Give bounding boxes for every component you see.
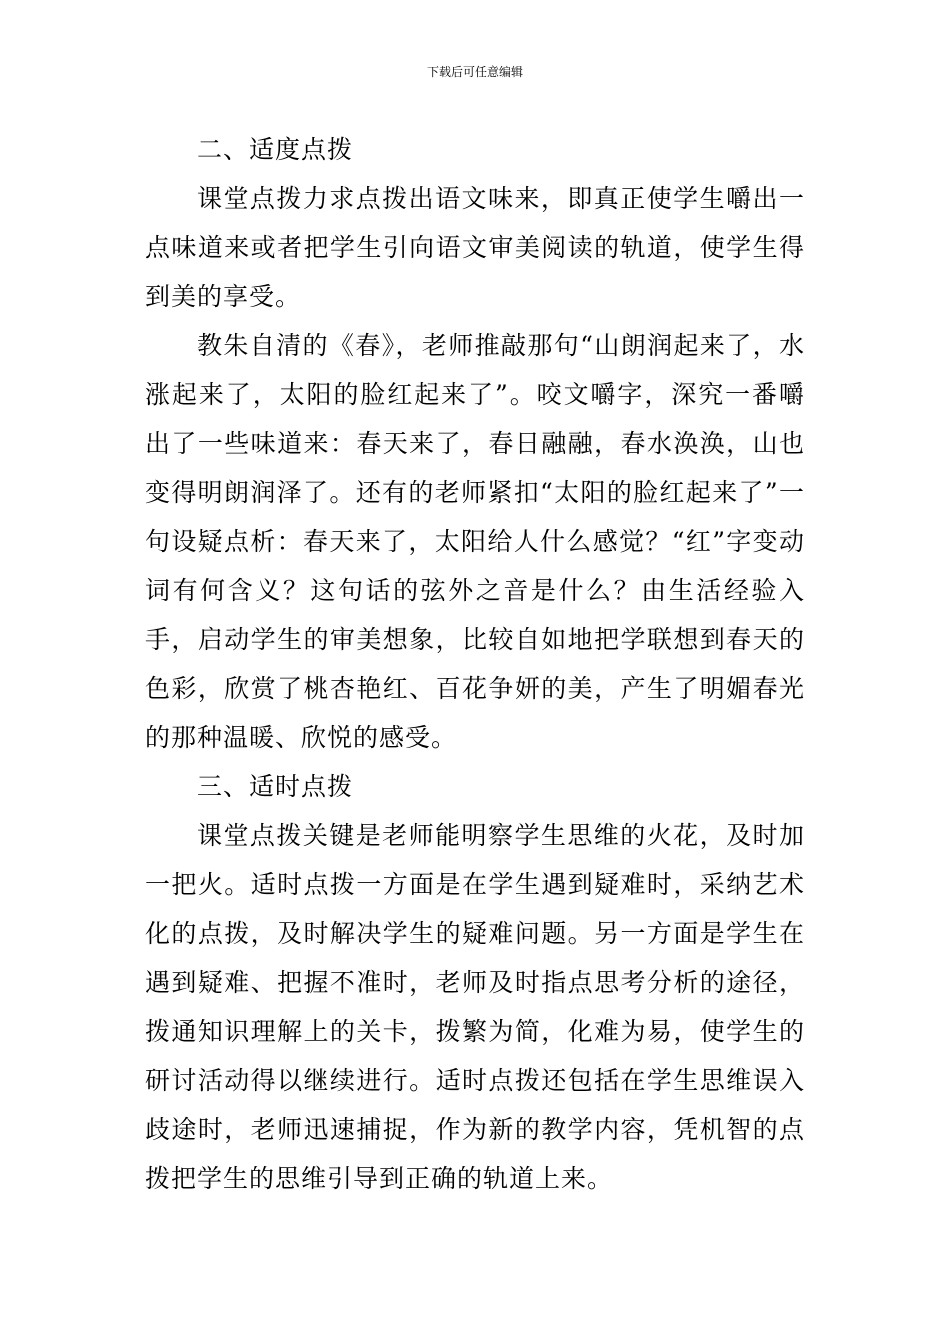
page-header-note: 下载后可任意编辑 [426,65,523,79]
paragraph: 课堂点拨力求点拨出语文味来，即真正使学生嚼出一点味道来或者把学生引向语文审美阅读的轨道，使学生得到美的享受。 [145,184,805,311]
document-body [145,125,805,1203]
section-heading-3: 三、适时点拨 [197,772,354,801]
paragraph: 教朱自清的《春》，老师推敲那句“山朗润起来了，水涨起来了，太阳的脸红起来了”。咬文嚼字，深究一番嚼出了一些味道来：春天来了，春日融融，春水涣涣，山也变得明朗润泽了。还有的老师紧扣“太阳的脸红起来了”一句设疑点析：春天来了，太阳给人什么感觉？“红”字变动词有何含义？这句话的弦外之音是什么？由生活经验入手，启动学生的审美想象，比较自如地把学联想到春天的色彩，欣赏了桃杏艳红、百花争妍的美，产生了明媚春光的那种温暖、欣悦的感受。 [145,331,805,752]
section-heading-2: 二、适度点拨 [197,135,354,164]
paragraph: 课堂点拨关键是老师能明察学生思维的火花，及时加一把火。适时点拨一方面是在学生遇到疑难时，采纳艺术化的点拨，及时解决学生的疑难问题。另一方面是学生在遇到疑难、把握不准时，老师及时指点思考分析的途径，拨通知识理解上的关卡，拨繁为简，化难为易，使学生的研讨活动得以继续进行。适时点拨还包括在学生思维误入歧途时，老师迅速捕捉，作为新的教学内容，凭机智的点拨把学生的思维引导到正确的轨道上来。 [145,821,805,1193]
